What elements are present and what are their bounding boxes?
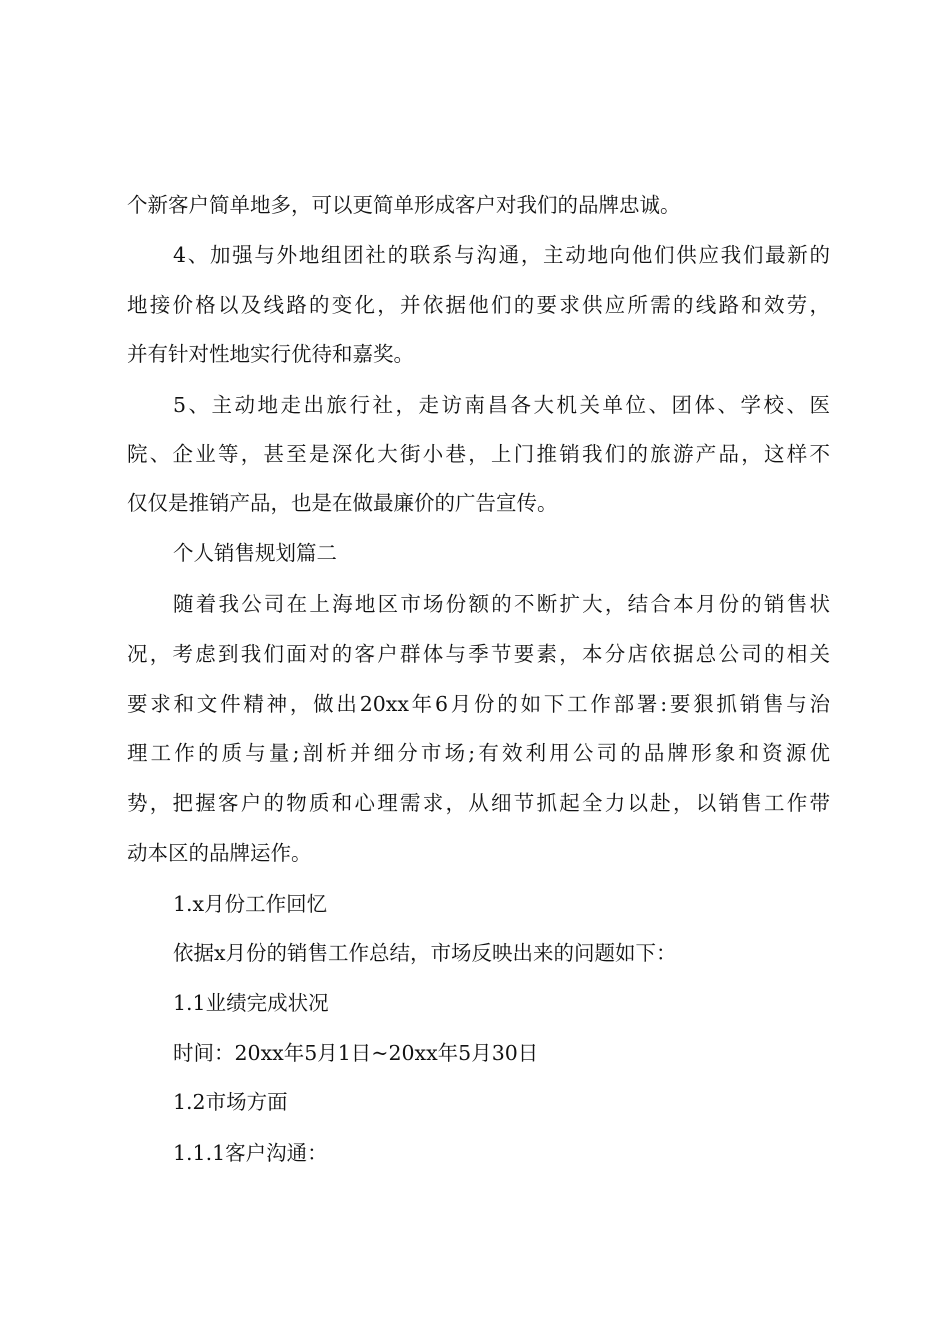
text-line: 个新客户简单地多，可以更简单形成客户对我们的品牌忠诚。 [127,193,681,217]
text-line: 院、企业等，甚至是深化大街小巷，上门推销我们的旅游产品，这样不 [127,442,830,466]
heading-text: 1.x月份工作回忆 [173,892,328,916]
text-line: 随着我公司在上海地区市场份额的不断扩大，结合本月份的销售状 [173,592,830,616]
paragraph-line [0,634,950,674]
paragraph-line [0,783,950,823]
text-line: 势，把握客户的物质和心理需求，从细节抓起全力以赴，以销售工作带 [127,791,830,815]
section-heading [0,1082,950,1122]
text-line: 时间：20xx年5月1日~20xx年5月30日 [173,1041,539,1065]
paragraph-line [0,334,950,374]
paragraph-line [0,584,950,624]
text-line: 动本区的品牌运作。 [127,841,312,865]
text-line: 况，考虑到我们面对的客户群体与季节要素，本分店依据总公司的相关 [127,642,830,666]
section-heading [0,1133,950,1173]
heading-text: 个人销售规划篇二 [173,541,337,565]
heading-text: 1.2市场方面 [173,1090,288,1114]
paragraph-line [0,185,950,225]
paragraph-line [0,483,950,523]
paragraph-line [0,933,950,973]
text-line: 4、加强与外地组团社的联系与沟通，主动地向他们供应我们最新的 [173,243,830,267]
paragraph-line [0,1033,950,1073]
section-heading [0,533,950,573]
paragraph-line [0,235,950,275]
paragraph-line [0,285,950,325]
paragraph-line [0,434,950,474]
text-line: 5、主动地走出旅行社，走访南昌各大机关单位、团体、学校、医 [173,393,830,417]
text-line: 地接价格以及线路的变化，并依据他们的要求供应所需的线路和效劳， [127,293,830,317]
paragraph-line [0,733,950,773]
paragraph-line [0,385,950,425]
section-heading [0,983,950,1023]
text-line: 依据x月份的销售工作总结，市场反映出来的问题如下： [173,941,677,965]
text-line: 理工作的质与量;剖析并细分市场;有效利用公司的品牌形象和资源优 [127,741,830,765]
heading-text: 1.1业绩完成状况 [173,991,329,1015]
heading-text: 1.1.1客户沟通： [173,1141,328,1165]
section-heading [0,884,950,924]
text-line: 要求和文件精神，做出20xx年6月份的如下工作部署:要狠抓销售与治 [127,692,830,716]
paragraph-line [0,684,950,724]
text-line: 仅仅是推销产品，也是在做最廉价的广告宣传。 [127,491,558,515]
paragraph-line [0,833,950,873]
text-line: 并有针对性地实行优待和嘉奖。 [127,342,414,366]
